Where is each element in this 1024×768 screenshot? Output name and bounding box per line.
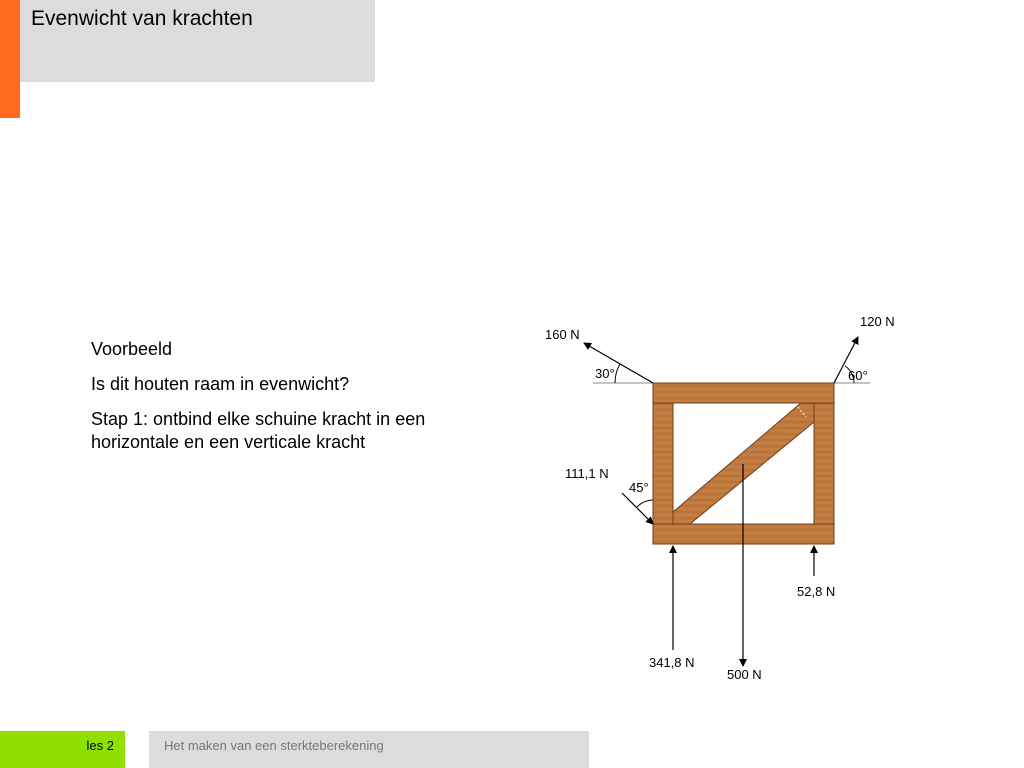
frame-top-beam	[653, 383, 834, 403]
label-500: 500 N	[727, 667, 762, 682]
frame-diagram	[540, 300, 920, 700]
angle-label-30: 30°	[595, 366, 615, 381]
accent-bar	[0, 0, 20, 118]
label-111: 111,1 N	[565, 466, 609, 481]
text-line-2: Is dit houten raam in evenwicht?	[91, 374, 350, 394]
angle-label-60: 60°	[848, 368, 868, 383]
label-160: 160 N	[545, 327, 580, 342]
angle-arc-45	[636, 500, 653, 508]
footer-lesson-box	[0, 731, 125, 768]
angle-label-45: 45°	[629, 480, 649, 495]
title-box	[20, 0, 375, 82]
angle-arc-30	[615, 364, 620, 383]
label-341: 341,8 N	[649, 655, 695, 670]
force-arrow-111	[622, 493, 653, 524]
body-text	[91, 338, 491, 466]
label-120: 120 N	[860, 314, 895, 329]
footer-course: Het maken van een sterkteberekening	[164, 738, 384, 753]
frame-right-post	[814, 402, 834, 524]
frame-left-post	[653, 402, 673, 524]
footer-lesson: les 2	[86, 738, 114, 753]
label-52: 52,8 N	[797, 584, 836, 599]
slide-title: Evenwicht van krachten	[31, 7, 253, 30]
text-line-3: Stap 1: ontbind elke schuine kracht in een horizontale en een verticale kracht	[91, 409, 426, 452]
text-line-1: Voorbeeld	[91, 339, 173, 359]
footer-course-box	[149, 731, 589, 768]
